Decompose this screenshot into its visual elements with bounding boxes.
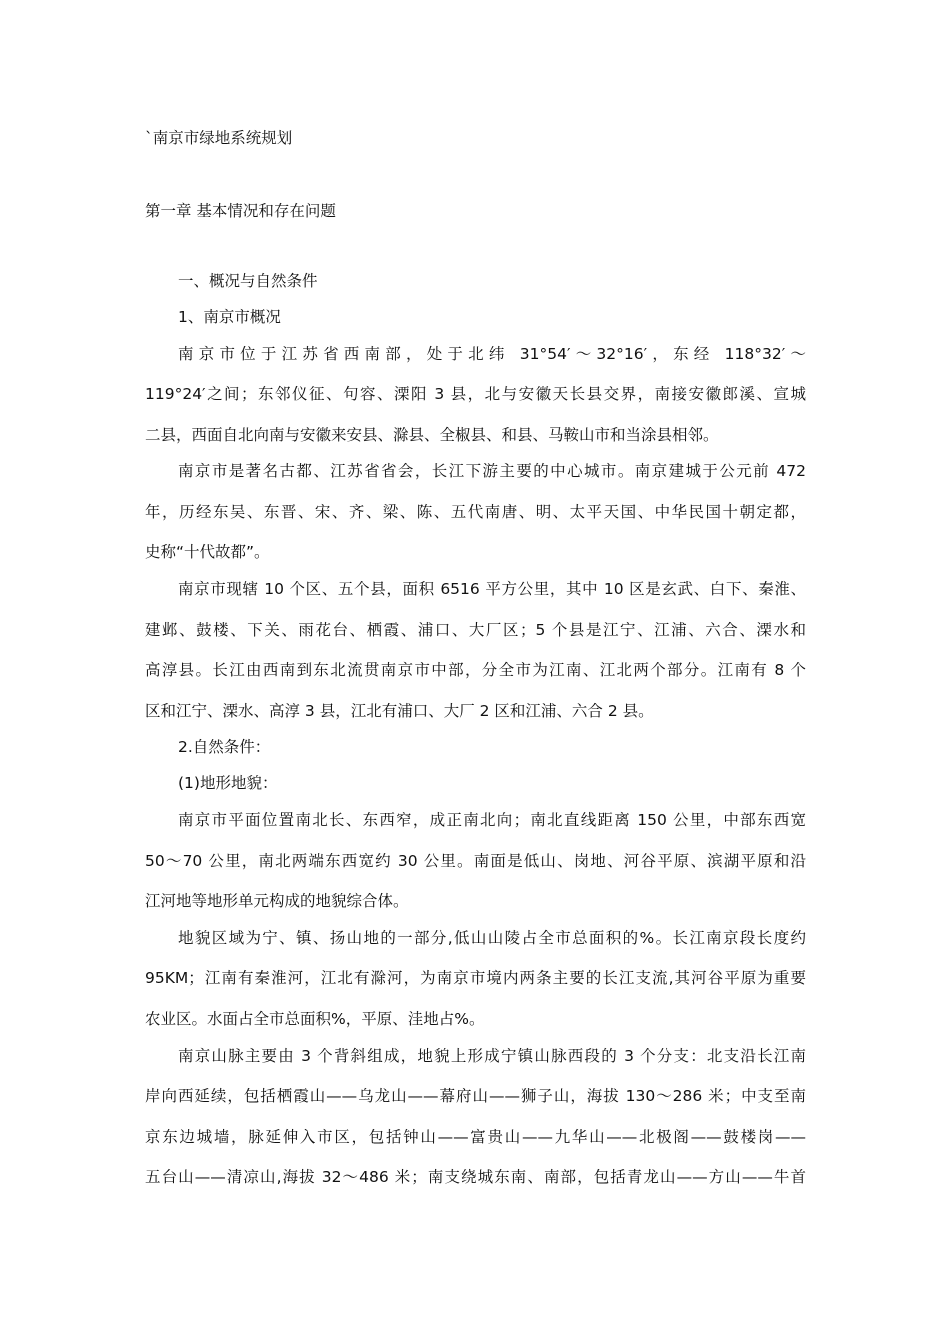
paragraph-line: 119°24′之间；东邻仪征、句容、溧阳 3 县，北与安徽天长县交界，南接安徽郎溪、宣城 — [145, 385, 806, 403]
paragraph-line: 二县，西面自北向南与安徽来安县、滁县、全椒县、和县、马鞍山市和当涂县相邻。 — [145, 426, 719, 444]
paragraph-line: 南京市现辖 10 个区、五个县，面积 6516 平方公里，其中 10 区是玄武、白下、秦淮、 — [178, 580, 806, 598]
paragraph-line: 京东边城墙，脉延伸入市区，包括钟山——富贵山——九华山——北极阁——鼓楼岗—— — [145, 1128, 806, 1146]
paragraph-line: 江河地等地形单元构成的地貌综合体。 — [145, 892, 409, 910]
paragraph-line: 南京市是著名古都、江苏省省会，长江下游主要的中心城市。南京建城于公元前 472 — [178, 462, 806, 480]
paragraph-line: 高淳县。长江由西南到东北流贯南京市中部，分全市为江南、江北两个部分。江南有 8 个 — [145, 661, 806, 679]
subsection-heading: 1、南京市概况 — [178, 308, 281, 326]
paragraph-line: 农业区。水面占全市总面积%，平原、洼地占%。 — [145, 1010, 485, 1028]
paragraph-line: 地貌区域为宁、镇、扬山地的一部分,低山山陵占全市总面积的%。长江南京段长度约 — [178, 929, 806, 947]
document-title: `南京市绿地系统规划 — [145, 129, 293, 147]
paragraph-line: 史称“十代故都”。 — [145, 543, 270, 561]
paragraph-line: 南京市平面位置南北长、东西窄，成正南北向；南北直线距离 150 公里，中部东西宽 — [178, 811, 806, 829]
section-heading: 一、概况与自然条件 — [178, 272, 318, 290]
paragraph-line: 南京市位于江苏省西南部，处于北纬 31°54′～32°16′，东经 118°32′～ — [178, 345, 806, 363]
paragraph-line: 五台山——清凉山,海拔 32～486 米；南支绕城东南、南部，包括青龙山——方山——牛首 — [145, 1168, 806, 1186]
subsection-heading: 2.自然条件： — [178, 738, 271, 756]
paragraph-line: 95KM；江南有秦淮河，江北有滁河，为南京市境内两条主要的长江支流,其河谷平原为重要 — [145, 969, 806, 987]
paragraph-line: 岸向西延续，包括栖霞山——乌龙山——幕府山——狮子山，海拔 130～286 米；中支至南 — [145, 1087, 806, 1105]
subsubsection-heading: (1)地形地貌： — [178, 774, 278, 792]
chapter-heading: 第一章 基本情况和存在问题 — [145, 202, 336, 220]
paragraph-line: 南京山脉主要由 3 个背斜组成，地貌上形成宁镇山脉西段的 3 个分支：北支沿长江南 — [178, 1047, 806, 1065]
paragraph-line: 建邺、鼓楼、下关、雨花台、栖霞、浦口、大厂区；5 个县是江宁、江浦、六合、溧水和 — [145, 621, 806, 639]
paragraph-line: 区和江宁、溧水、高淳 3 县，江北有浦口、大厂 2 区和江浦、六合 2 县。 — [145, 702, 654, 720]
paragraph-line: 50～70 公里，南北两端东西宽约 30 公里。南面是低山、岗地、河谷平原、滨湖平原和沿 — [145, 852, 806, 870]
paragraph-line: 年，历经东吴、东晋、宋、齐、梁、陈、五代南唐、明、太平天国、中华民国十朝定都， — [145, 503, 806, 521]
